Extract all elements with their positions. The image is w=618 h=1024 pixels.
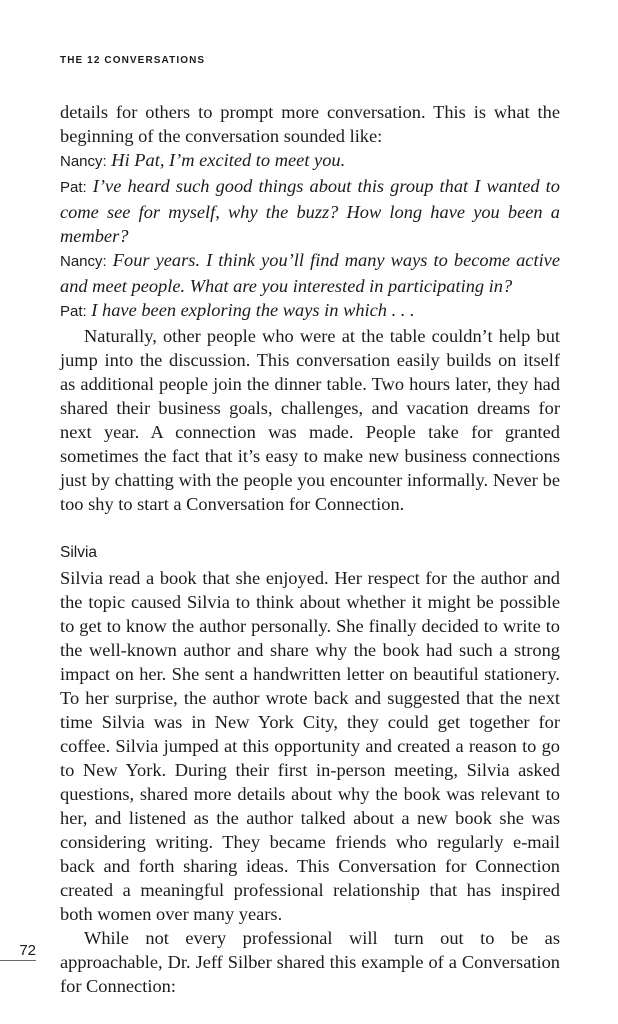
section-subheading: Silvia (60, 544, 98, 561)
dialogue-text: I’ve heard such good things about this group that I wanted to come see for myself, why the buzz? How long have you been a member? (60, 176, 560, 246)
speaker-name: Nancy: (60, 253, 107, 270)
dialogue-line (60, 148, 560, 174)
intro-paragraph: details for others to prompt more conversation. This is what the beginning of the conversation sounded like: (60, 102, 560, 146)
body-paragraph: Silvia read a book that she enjoyed. Her respect for the author and the topic caused Silvia to think about whether it might be possible to get to know the author personally. She finally decided to write to the well-known author and share why the book had such a strong impact on her. She sent a handwritten letter on beautiful stationery. To her surprise, the author wrote back and suggested that the next time Silvia was in New York City, they could get together for coffee. Silvia jumped at this opportunity and created a reason to go to New York. During their first in-person meeting, Silvia asked questions, shared more details about why the book was relevant to her, and listened as the author talked about a new book she was considering writing. They became friends who regularly e-mail back and forth sharing ideas. This Conversation for Connection created a meaningful professional relationship that has inspired both women over many years. (60, 568, 560, 924)
running-head: THE 12 CONVERSATIONS (60, 55, 206, 66)
dialogue-line (60, 248, 560, 298)
dialogue-text: I have been exploring the ways in which . . . (91, 300, 415, 320)
body-paragraph: While not every professional will turn out to be as approachable, Dr. Jeff Silber shared this example of a Conversation for Connection: (60, 928, 560, 996)
page-number: 72 (0, 942, 36, 961)
speaker-name: Pat: (60, 179, 87, 196)
dialogue-line (60, 174, 560, 248)
dialogue-text: Hi Pat, I’m excited to meet you. (111, 150, 346, 170)
dialogue-line (60, 298, 560, 324)
body-paragraph: Naturally, other people who were at the table couldn’t help but jump into the discussion. This conversation easily builds on itself as additional people join the dinner table. Two hours later, they had shared their business goals, challenges, and vacation dreams for next year. A connection was made. People take for granted sometimes the fact that it’s easy to make new business connections just by chatting with the people you encounter informally. Never be too shy to start a Conversation for Connection. (60, 326, 560, 514)
speaker-name: Nancy: (60, 153, 107, 170)
dialogue-text: Four years. I think you’ll find many ways to become active and meet people. What are you interested in participating in? (60, 250, 560, 296)
page-body (60, 100, 560, 998)
speaker-name: Pat: (60, 303, 87, 320)
